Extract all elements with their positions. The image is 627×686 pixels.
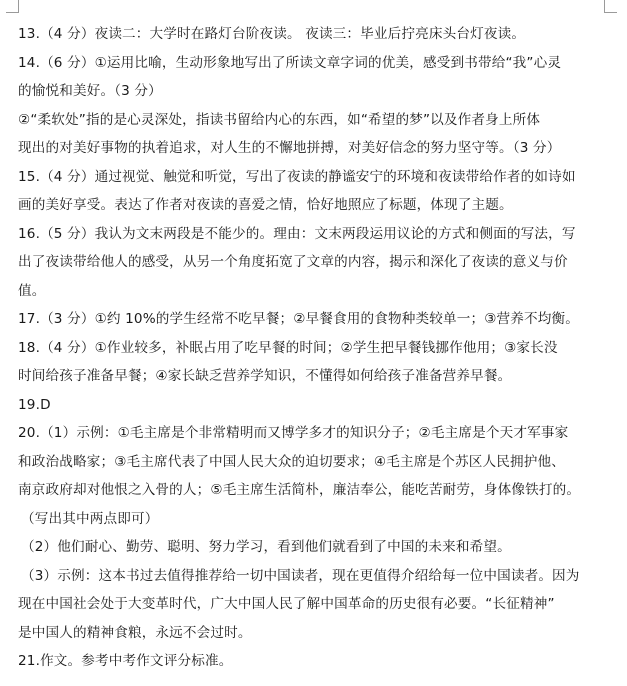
answer-19: 19.D (18, 396, 51, 413)
answer-20-part3-line2: 现在中国社会处于大变革时代，广大中国人民了解中国革命的历史很有必要。“长征精神” (18, 596, 555, 612)
answer-18-line2: 时间给孩子准备早餐；④家长缺乏营养学知识，不懂得如何给孩子准备营养早餐。 (18, 368, 512, 384)
answer-13: 13.（4 分）夜读二：大学时在路灯台阶夜读。 夜读三：毕业后拧亮床头台灯夜读。 (18, 26, 526, 42)
answer-20-part2: （2）他们耐心、勤劳、聪明、努力学习，看到他们就看到了中国的未来和希望。 (21, 539, 511, 555)
answer-14-part2-line1: ②“柔软处”指的是心灵深处，指读书留给内心的东西，如“希望的梦”以及作者身上所体 (18, 111, 541, 128)
answer-20-part3-line1: （3）示例：这本书过去值得推荐给一切中国读者，现在更值得介绍给每一位中国读者。因为 (21, 567, 580, 584)
answer-14-part1-line2: 的愉悦和美好。（3 分） (18, 83, 162, 99)
page-corner-mark-left (6, 0, 19, 13)
answer-20-part1-line2: 和政治战略家；③毛主席代表了中国人民大众的迫切要求；④毛主席是个苏区人民拥护他、 (18, 453, 565, 470)
answer-16-line3: 值。 (18, 282, 46, 299)
page-corner-mark-right (604, 0, 617, 13)
answer-15-line2: 画的美好享受。表达了作者对夜读的喜爱之情，恰好地照应了标题，体现了主题。 (18, 197, 513, 213)
answer-20-part1-line3: 南京政府却对他恨之入骨的人；⑤毛主席生活简朴，廉洁奉公，能吃苦耐劳，身体像铁打的。 (18, 482, 581, 498)
answer-14-part2-line2: 现出的对美好事物的执着追求，对人生的不懈地拼搏，对美好信念的努力坚守等。（3 分） (18, 140, 561, 156)
answer-20-part3-line3: 是中国人的精神食粮，永远不会过时。 (18, 624, 252, 641)
answer-16-line2: 出了夜读带给他人的感受，从另一个角度拓宽了文章的内容，揭示和深化了夜读的意义与价 (18, 254, 568, 270)
answer-14-part1-line1: 14.（6 分）①运用比喻，生动形象地写出了所读文章字词的优美，感受到书带给“我”心灵 (18, 54, 562, 71)
answer-21: 21.作文。参考中考作文评分标准。 (18, 653, 233, 669)
answer-16-line1: 16.（5 分）我认为文末两段是不能少的。理由：文末两段运用议论的方式和侧面的写法，写 (18, 225, 576, 242)
answer-20-part1-note: （写出其中两点即可） (21, 510, 159, 527)
answer-15-line1: 15.（4 分）通过视觉、触觉和听觉，写出了夜读的静谧安宁的环境和夜读带给作者的如诗如 (18, 168, 576, 185)
answer-text-body (18, 20, 616, 676)
answer-17: 17.（3 分）①约 10%的学生经常不吃早餐；②早餐食用的食物种类较单一；③营养不均衡。 (18, 311, 580, 327)
answer-18-line1: 18.（4 分）①作业较多，补眠占用了吃早餐的时间；②学生把早餐钱挪作他用；③家长没 (18, 339, 558, 356)
answer-20-part1-line1: 20.（1）示例：①毛主席是个非常精明而又博学多才的知识分子；②毛主席是个天才军事家 (18, 425, 569, 441)
